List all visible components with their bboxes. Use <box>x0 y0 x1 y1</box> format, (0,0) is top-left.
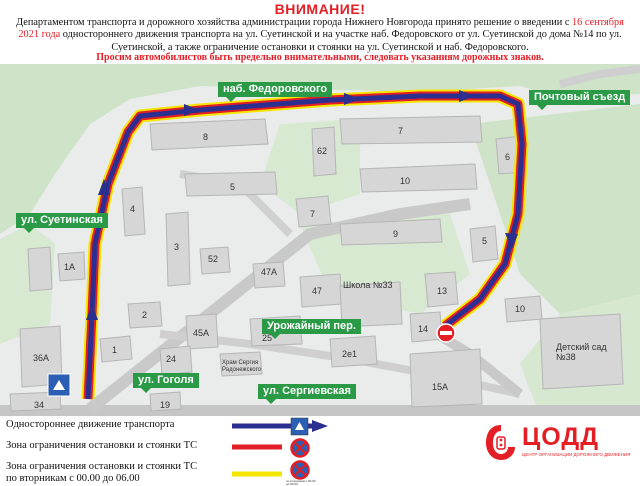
legend-oneway-swatch <box>232 419 332 433</box>
route-map <box>0 64 640 416</box>
building-1 <box>28 247 52 291</box>
building-number: 2е1 <box>342 349 358 359</box>
notice-text <box>6 17 634 54</box>
building-number: 36А <box>33 353 50 363</box>
building-number: 7 <box>398 126 404 136</box>
legend-zone-label: Зона ограничения остановки и стоянки ТС <box>6 440 198 451</box>
notice-date: 16 сентября 2021 года <box>18 17 624 41</box>
no-entry-sign-icon <box>437 324 455 342</box>
page-title: ВНИМАНИЕ! <box>274 1 366 17</box>
building-number: 47 <box>312 286 323 296</box>
building-number: 47А <box>261 267 278 277</box>
building-number: 5 <box>230 182 236 192</box>
building-number: 5 <box>482 236 488 246</box>
no-stopping-sign-icon <box>290 460 310 480</box>
legend-night-zone <box>6 461 197 485</box>
building-number: 15А <box>432 382 449 392</box>
building-number: 52 <box>208 254 219 264</box>
building-number: 1 <box>112 345 118 355</box>
temple-label: Храм Сергия Радонежского <box>222 360 261 373</box>
map-canvas <box>0 64 640 416</box>
building-number: 8 <box>203 132 209 142</box>
building-number: 1А <box>64 262 76 272</box>
building-number: 2 <box>142 310 148 320</box>
sign-caption: по вторникам с 00.00 до 06.00 <box>286 480 316 486</box>
building-7 <box>340 116 482 144</box>
oneway-sign-icon <box>48 374 70 396</box>
building-number: 45А <box>193 328 210 338</box>
label-gogolya: ул. Гоголя <box>133 373 199 388</box>
label-fedorovskogo: наб. Федоровского <box>218 82 332 97</box>
label-pochtovy: Почтовый съезд <box>529 90 630 105</box>
building-number: 24 <box>166 354 177 364</box>
building-number: 9 <box>393 229 399 239</box>
appeal-text: Просим автомобилистов быть предельно внимательными, следовать указаниям дорожных знаков. <box>96 52 544 63</box>
codd-subtitle: ЦЕНТР ОРГАНИЗАЦИИ ДОРОЖНОГО ДВИЖЕНИЯ <box>522 452 631 457</box>
oneway-sign-icon <box>290 417 310 437</box>
building-number: 10 <box>400 176 411 186</box>
codd-emblem-icon <box>484 423 518 463</box>
no-stopping-sign-icon <box>290 438 310 458</box>
building-number: 14 <box>418 324 429 334</box>
building-15a <box>410 349 482 407</box>
building-8 <box>150 119 268 150</box>
label-suetinskaya: ул. Суетинская <box>16 213 108 228</box>
legend-night-line1: Зона ограничения остановки и стоянки ТС <box>6 461 198 472</box>
notice-part1: Департаментом транспорта и дорожного хозяйства администрации города Нижнего Новгорода принято решение о введении с <box>16 17 573 28</box>
building-number: Школа №33 <box>343 280 393 290</box>
building-number: 4 <box>130 204 136 214</box>
legend-night-line2: по вторникам с 00.00 до 06.00 <box>6 473 140 484</box>
header <box>0 0 640 68</box>
notice-part2: одностороннего движения транспорта на ул. Суетинской и на участке наб. Федоровского от ул. Суетинской до дома №14 по ул. Суетинской, а также ограничение остановки и стоянки на ул. Суетинской и наб. Федоровского. <box>60 29 622 53</box>
building-number: 25 <box>262 333 273 343</box>
building-number: 3 <box>174 242 180 252</box>
label-urozhainy: Урожайный пер. <box>262 319 361 334</box>
building-number: 62 <box>317 146 328 156</box>
codd-name: ЦОДД <box>522 423 599 451</box>
building-number: 10 <box>515 304 526 314</box>
codd-logo <box>484 421 632 465</box>
building-number: 34 <box>34 400 45 410</box>
building-9 <box>340 219 442 245</box>
kindergarten-label: Детский сад №38 <box>556 342 607 362</box>
legend-yellow-swatch <box>232 468 284 480</box>
legend-oneway-label: Одностороннее движение транспорта <box>6 419 175 430</box>
building-number: 13 <box>437 286 448 296</box>
building-number: 6 <box>505 152 511 162</box>
label-sergievskaya: ул. Сергиевская <box>258 384 356 399</box>
building-number: 7 <box>310 209 316 219</box>
building-number: 19 <box>160 400 171 410</box>
legend-red-swatch <box>232 441 284 453</box>
building-10 <box>360 164 477 192</box>
